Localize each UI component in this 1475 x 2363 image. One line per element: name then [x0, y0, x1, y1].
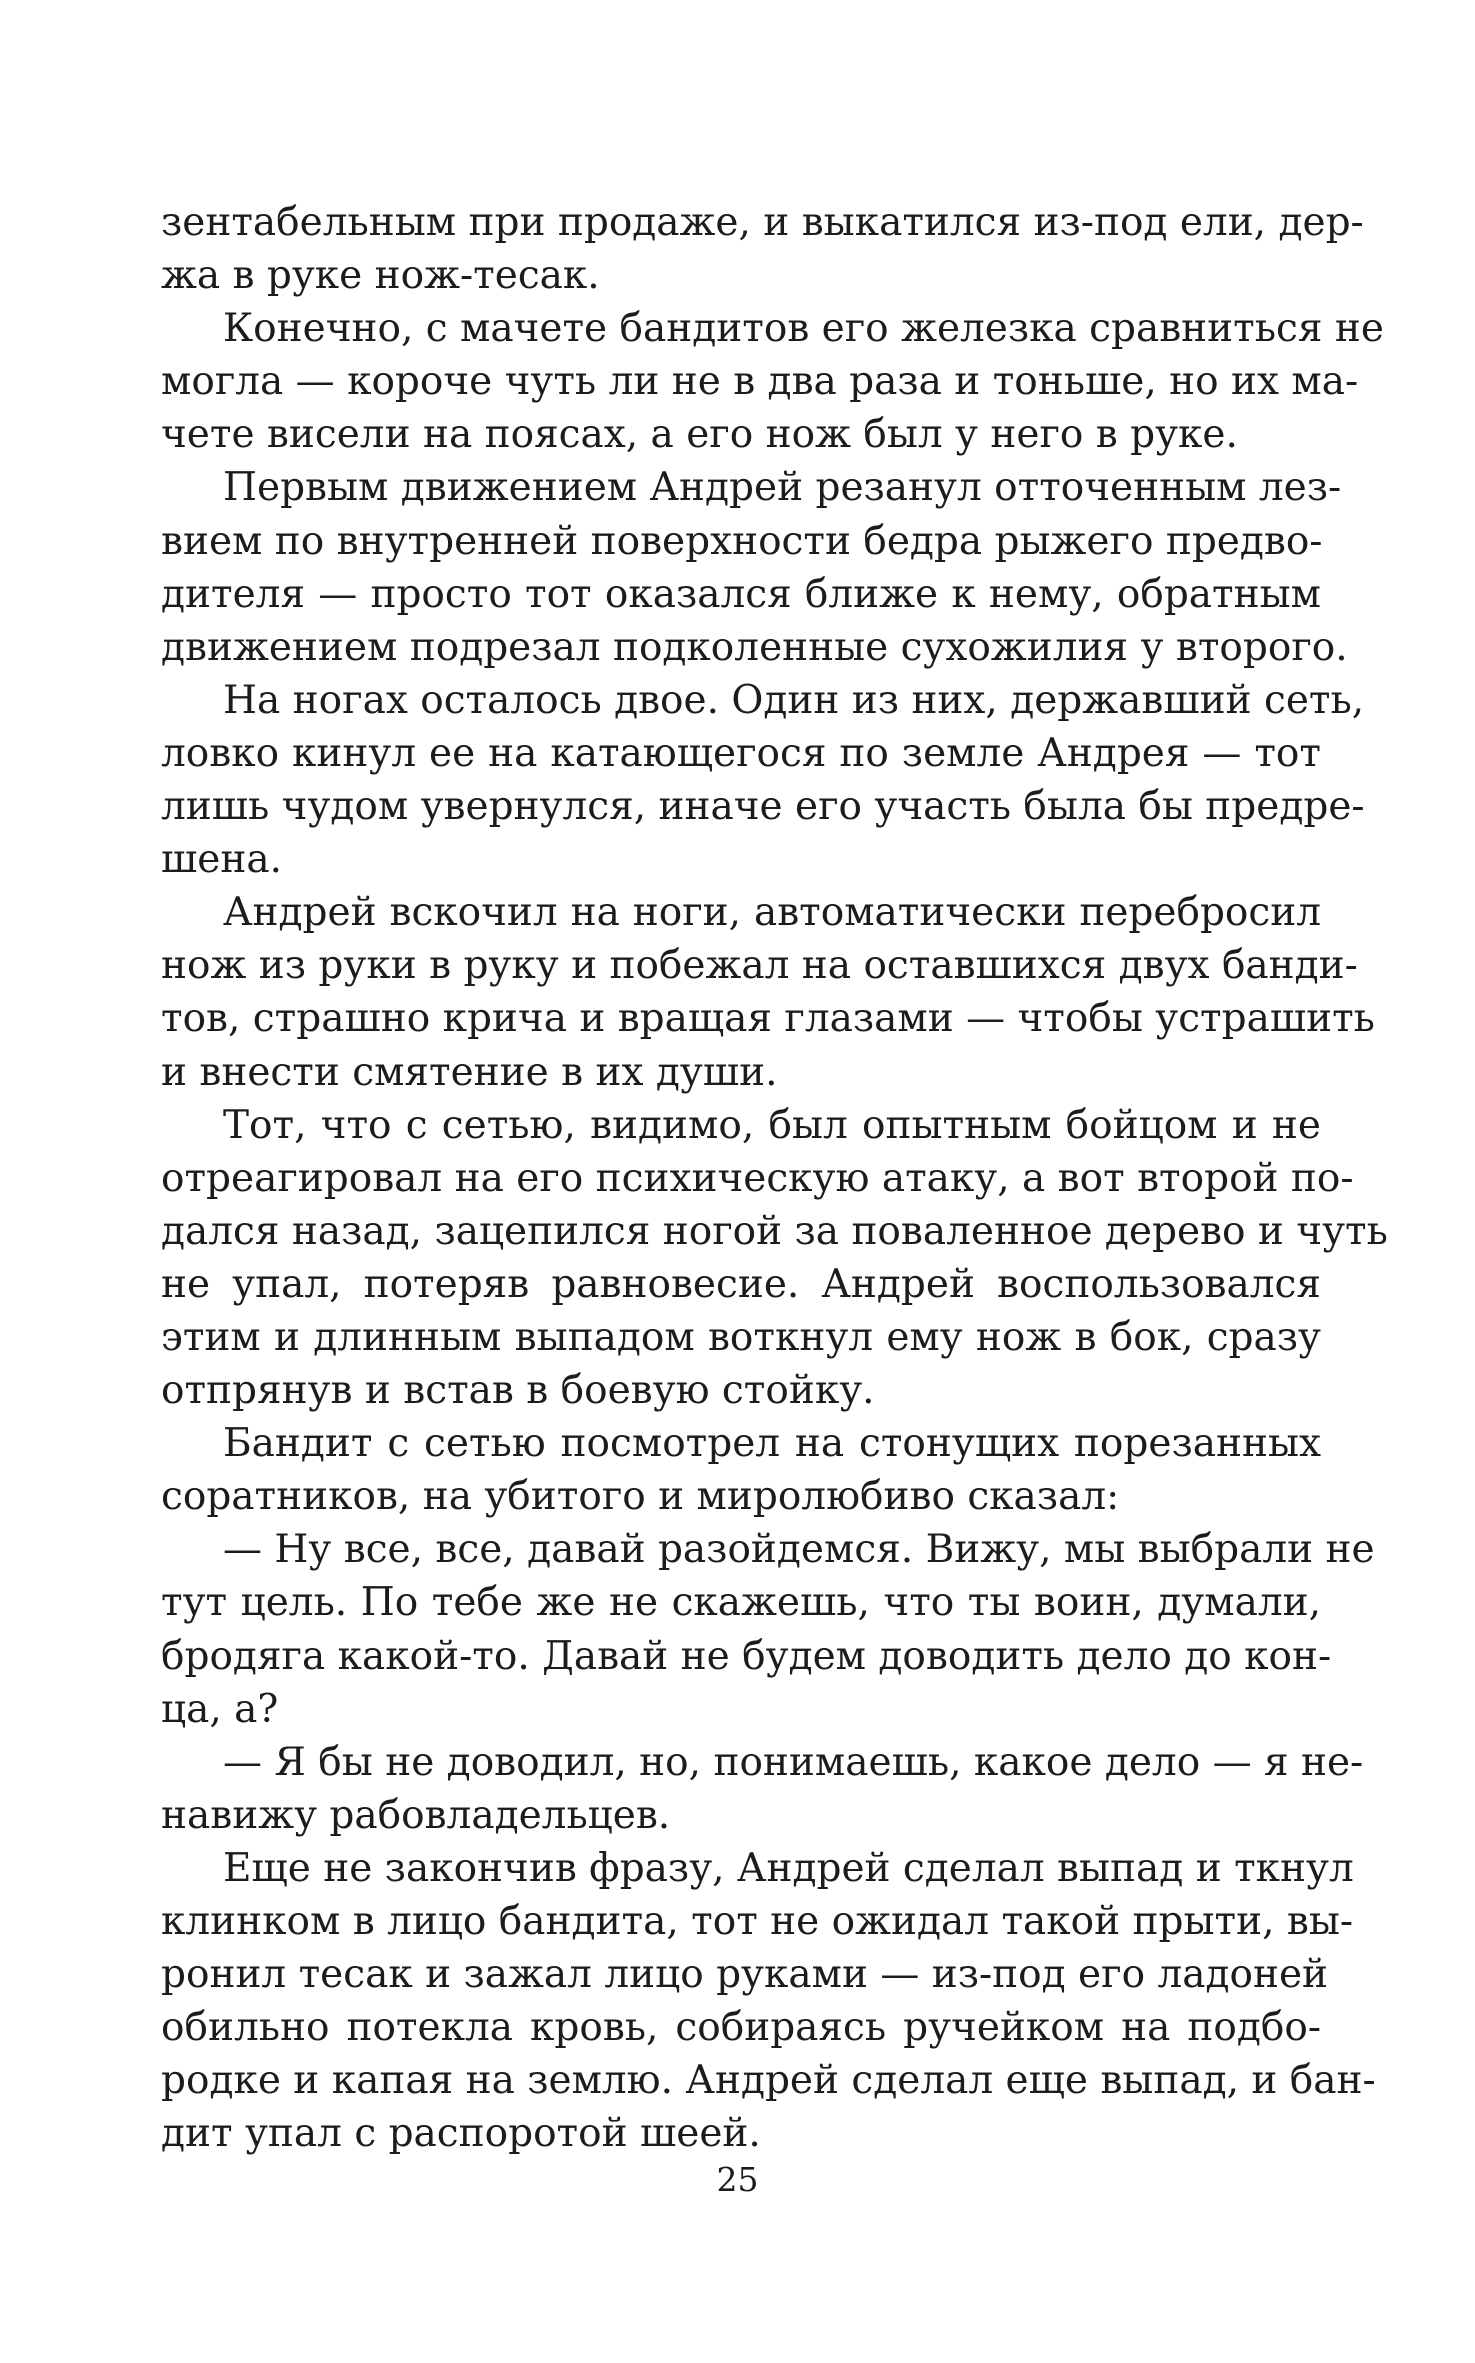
text-line: движением подрезал подколенные сухожилия у второго. [161, 624, 1348, 670]
text-line: ца, а? [161, 1686, 279, 1732]
text-line: могла — короче чуть ли не в два раза и тоньше, но их ма- [161, 359, 1359, 405]
text-line: жа в руке нож-тесак. [161, 253, 600, 299]
text-line: родке и капая на землю. Андрей сделал еще выпад, и бан- [161, 2058, 1376, 2104]
text-line: нож из руки в руку и побежал на оставшихся двух банди- [161, 943, 1358, 989]
text-line: Андрей вскочил на ноги, автоматически перебросил [223, 890, 1321, 936]
text-line: бродяга какой-то. Давай не будем доводить дело до кон- [161, 1633, 1332, 1679]
text-line: дит упал с распоротой шеей. [161, 2111, 761, 2157]
text-line: ловко кинул ее на катающегося по земле Андрея — тот [161, 730, 1321, 776]
text-line: Конечно, с мачете бандитов его железка сравниться не [223, 306, 1384, 352]
text-line: отпрянув и встав в боевую стойку. [161, 1368, 875, 1414]
text-line: навижу рабовладельцев. [161, 1792, 671, 1838]
text-line: Еще не закончив фразу, Андрей сделал выпад и ткнул [223, 1845, 1354, 1891]
text-line: — Я бы не доводил, но, понимаешь, какое дело — я не- [223, 1739, 1364, 1785]
text-line: дался назад, зацепился ногой за поваленное дерево и чуть [161, 1208, 1388, 1254]
text-line: отреагировал на его психическую атаку, а вот второй по- [161, 1155, 1354, 1201]
body-text [161, 196, 1388, 2160]
text-line: клинком в лицо бандита, тот не ожидал такой прыти, вы- [161, 1899, 1354, 1944]
text-line: не упал, потеряв равновесие. Андрей воспользовался [161, 1261, 1321, 1307]
text-line: Первым движением Андрей резанул отточенным лез- [223, 465, 1342, 511]
text-line: тут цель. По тебе же не скажешь, что ты воин, думали, [161, 1580, 1321, 1626]
text-line: тов, страшно крича и вращая глазами — чтобы устрашить [161, 996, 1375, 1042]
text-line: — Ну все, все, давай разойдемся. Вижу, мы выбрали не [223, 1527, 1375, 1573]
text-line: дителя — просто тот оказался ближе к нему, обратным [161, 571, 1321, 617]
text-line: На ногах осталось двое. Один из них, державший сеть, [223, 677, 1365, 723]
text-line: лишь чудом увернулся, иначе его участь была бы предре- [161, 784, 1365, 830]
text-line: Бандит с сетью посмотрел на стонущих порезанных [223, 1421, 1321, 1467]
text-line: и внести смятение в их души. [161, 1049, 778, 1095]
text-line: соратников, на убитого и миролюбиво сказал: [161, 1474, 1120, 1520]
text-line: обильно потекла кровь, собираясь ручейком на подбо- [161, 2005, 1321, 2051]
text-line: этим и длинным выпадом воткнул ему нож в бок, сразу [161, 1314, 1321, 1360]
text-line: зентабельным при продаже, и выкатился из-под ели, дер- [161, 200, 1364, 245]
text-line: шена. [161, 837, 282, 883]
text-line: ронил тесак и зажал лицо руками — из-под его ладоней [161, 1952, 1329, 1998]
text-line: чете висели на поясах, а его нож был у него в руке. [161, 412, 1238, 458]
page-number: 25 [716, 2160, 759, 2199]
text-line: Тот, что с сетью, видимо, был опытным бойцом и не [223, 1102, 1321, 1148]
text-line: вием по внутренней поверхности бедра рыжего предво- [161, 518, 1323, 564]
